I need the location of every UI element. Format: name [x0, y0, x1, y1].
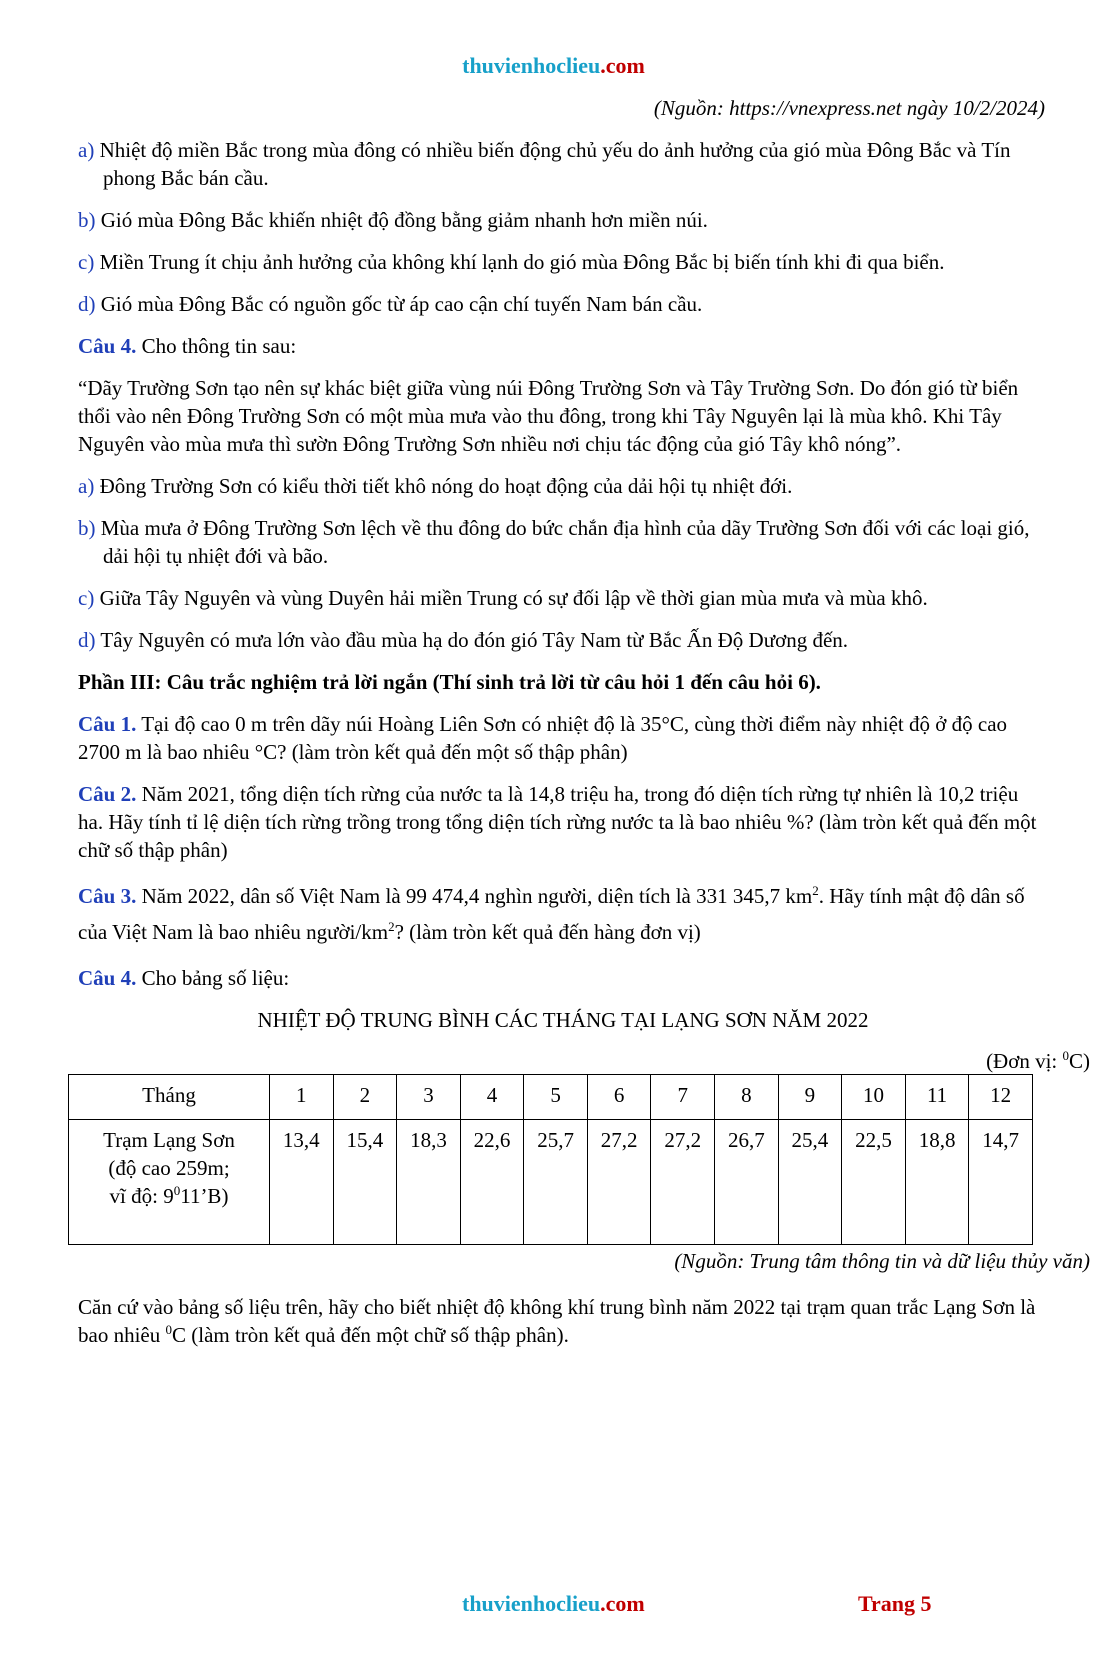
value-cell: 27,2 [587, 1120, 651, 1245]
q4-option-d: d) Tây Nguyên có mưa lớn vào đầu mùa hạ do đón gió Tây Nam từ Bắc Ấn Độ Dương đến. [78, 628, 849, 652]
source-citation-top: (Nguồn: https://vnexpress.net ngày 10/2/2024) [653, 96, 1045, 120]
conclusion-question: Căn cứ vào bảng số liệu trên, hãy cho biết nhiệt độ không khí trung bình năm 2022 tại trạm quan trắc Lạng Sơn là bao nhiêu $^0$C (làm tròn kết quả đến một chữ số thập phân). [78, 1295, 1036, 1347]
value-cell: 26,7 [715, 1120, 779, 1245]
month-cell: 11 [905, 1075, 969, 1120]
station-label-cell: Trạm Lạng Sơn (độ cao 259m; vĩ độ: $9^011’B$) [69, 1120, 270, 1245]
month-cell: 10 [842, 1075, 906, 1120]
value-cell: 22,6 [460, 1120, 524, 1245]
part3-question-1: Câu 1. Tại độ cao 0 m trên dãy núi Hoàng Liên Sơn có nhiệt độ là 35°C, cùng thời điểm này nhiệt độ ở độ cao 2700 m là bao nhiêu °C? (làm tròn kết quả đến một số thập phân) [78, 712, 1008, 764]
table-data-row [69, 1120, 1033, 1245]
month-cell: 7 [651, 1075, 715, 1120]
q3-option-b: b) Gió mùa Đông Bắc khiến nhiệt độ đồng bằng giảm nhanh hơn miền núi. [78, 208, 708, 232]
month-cell: 6 [587, 1075, 651, 1120]
value-cell: 15,4 [333, 1120, 397, 1245]
table-header-row [69, 1075, 1033, 1120]
value-cell: 14,7 [969, 1120, 1033, 1245]
site-name-part1: thuvienhoclieu [462, 53, 601, 78]
q3-option-a: a) Nhiệt độ miền Bắc trong mùa đông có nhiều biến động chủ yếu do ảnh hưởng của gió mùa Đông Bắc và Tín phong Bắc bán cầu. [78, 138, 1011, 190]
month-cell: 5 [524, 1075, 588, 1120]
part3-question-4: Câu 4. Cho bảng số liệu: [78, 966, 290, 990]
table-title: NHIỆT ĐỘ TRUNG BÌNH CÁC THÁNG TẠI LẠNG SƠN NĂM 2022 [257, 1008, 869, 1032]
value-cell: 22,5 [842, 1120, 906, 1245]
value-cell: 13,4 [270, 1120, 334, 1245]
page-number: Trang 5 [858, 1591, 932, 1616]
month-cell: 12 [969, 1075, 1033, 1120]
site-name-part2: .com [600, 53, 645, 78]
month-cell: 2 [333, 1075, 397, 1120]
footer-site-name: thuvienhoclieu.com [462, 1591, 645, 1616]
table-unit: (Đơn vị: $^0$C) [986, 1048, 1090, 1073]
q4-intro: Câu 4. Cho thông tin sau: [78, 334, 297, 358]
value-cell: 25,4 [778, 1120, 842, 1245]
month-cell: 3 [397, 1075, 461, 1120]
month-cell: 9 [778, 1075, 842, 1120]
q4-option-c: c) Giữa Tây Nguyên và vùng Duyên hải miền Trung có sự đối lập về thời gian mùa mưa và mùa khô. [78, 586, 928, 610]
table-header-label: Tháng [69, 1075, 270, 1120]
month-cell: 4 [460, 1075, 524, 1120]
header-site-name [0, 52, 1107, 80]
part3-question-2: Câu 2. Năm 2021, tổng diện tích rừng của nước ta là 14,8 triệu ha, trong đó diện tích rừng tự nhiên là 10,2 triệu ha. Hãy tính tỉ lệ diện tích rừng trồng trong tổng diện tích rừng nước ta là bao nhiêu %? (làm tròn kết quả đến một chữ số thập phân) [78, 782, 1037, 862]
part3-question-3: Câu 3. Năm 2022, dân số Việt Nam là 99 474,4 nghìn người, diện tích là 331 345,7 $km^2$. Hãy tính mật độ dân số của Việt Nam là bao nhiêu người/$km^2$? (làm tròn kết quả đến hàng đơn vị) [78, 883, 1025, 944]
value-cell: 27,2 [651, 1120, 715, 1245]
value-cell: 18,8 [905, 1120, 969, 1245]
table-source: (Nguồn: Trung tâm thông tin và dữ liệu thủy văn) [674, 1249, 1090, 1273]
value-cell: 25,7 [524, 1120, 588, 1245]
q4-quote: “Dãy Trường Sơn tạo nên sự khác biệt giữa vùng núi Đông Trường Sơn và Tây Trường Sơn. Do đón gió từ biển thổi vào nên Đông Trường Sơn có một mùa mưa vào thu đông, trong khi Tây Nguyên lại là mùa khô. Khi Tây Nguyên vào mùa mưa thì sườn Đông Trường Sơn nhiều nơi chịu tác động của gió Tây khô nóng”. [78, 376, 1019, 456]
q4-option-b: b) Mùa mưa ở Đông Trường Sơn lệch về thu đông do bức chắn địa hình của dãy Trường Sơn đối với các loại gió, dải hội tụ nhiệt đới và bão. [78, 516, 1030, 568]
q4-option-a: a) Đông Trường Sơn có kiểu thời tiết khô nóng do hoạt động của dải hội tụ nhiệt đới. [78, 474, 793, 498]
temperature-table [68, 1074, 1033, 1245]
q3-option-d: d) Gió mùa Đông Bắc có nguồn gốc từ áp cao cận chí tuyến Nam bán cầu. [78, 292, 703, 316]
value-cell: 18,3 [397, 1120, 461, 1245]
month-cell: 1 [270, 1075, 334, 1120]
month-cell: 8 [715, 1075, 779, 1120]
part3-heading: Phần III: Câu trắc nghiệm trả lời ngắn (Thí sinh trả lời từ câu hỏi 1 đến câu hỏi 6). [78, 670, 821, 694]
document-body [78, 136, 1090, 1363]
q3-option-c: c) Miền Trung ít chịu ảnh hưởng của không khí lạnh do gió mùa Đông Bắc bị biến tính khi đi qua biển. [78, 250, 945, 274]
